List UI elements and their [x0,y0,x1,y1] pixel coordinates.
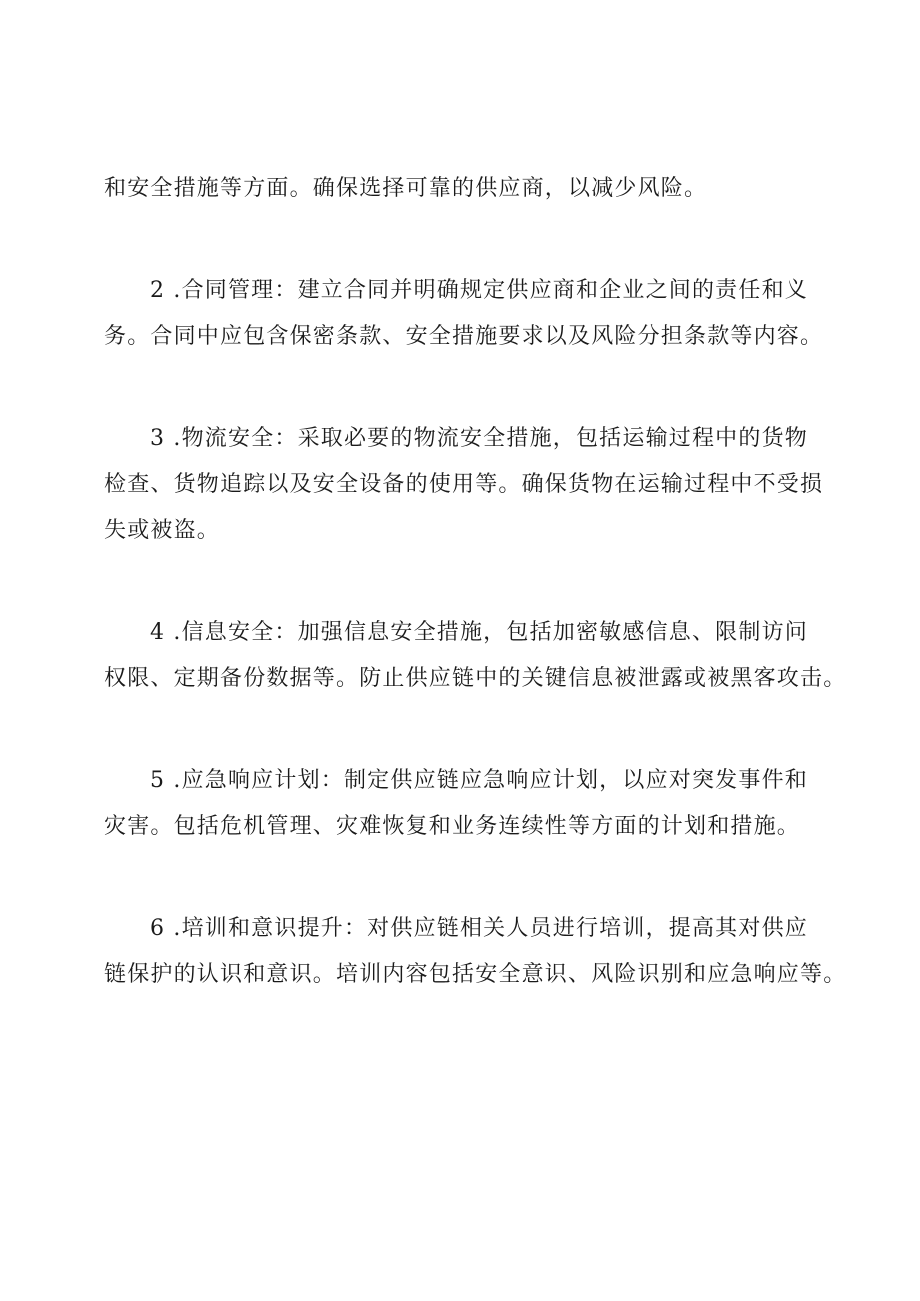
paragraph-line: 和安全措施等方面。确保选择可靠的供应商，以减少风险。 [104,176,708,201]
paragraph-line: 2 .合同管理：建立合同并明确规定供应商和企业之间的责任和义 [150,278,808,303]
paragraph-line: 权限、定期备份数据等。防止供应链中的关键信息被泄露或被黑客攻击。 [104,666,847,691]
paragraph-line: 3 .物流安全：采取必要的物流安全措施，包括运输过程中的货物 [150,426,808,451]
paragraph-line: 链保护的认识和意识。培训内容包括安全意识、风险识别和应急响应等。 [104,962,847,987]
paragraph-line: 4 .信息安全：加强信息安全措施，包括加密敏感信息、限制访问 [150,620,808,645]
paragraph-line: 6 .培训和意识提升：对供应链相关人员进行培训，提高其对供应 [150,916,808,941]
paragraph-line: 务。合同中应包含保密条款、安全措施要求以及风险分担条款等内容。 [104,324,824,349]
paragraph-line: 检查、货物追踪以及安全设备的使用等。确保货物在运输过程中不受损 [104,472,824,497]
paragraph-line: 失或被盗。 [104,518,221,543]
paragraph-contract-management [104,268,824,360]
paragraph-emergency-response [104,758,824,850]
paragraph-line: 5 .应急响应计划：制定供应链应急响应计划，以应对突发事件和 [150,768,808,793]
paragraph-line: 灾害。包括危机管理、灾难恢复和业务连续性等方面的计划和措施。 [104,814,801,839]
paragraph-continuation [104,166,824,212]
paragraph-logistics-security [104,416,824,554]
paragraph-training-awareness [104,906,847,998]
paragraph-information-security [104,610,847,702]
